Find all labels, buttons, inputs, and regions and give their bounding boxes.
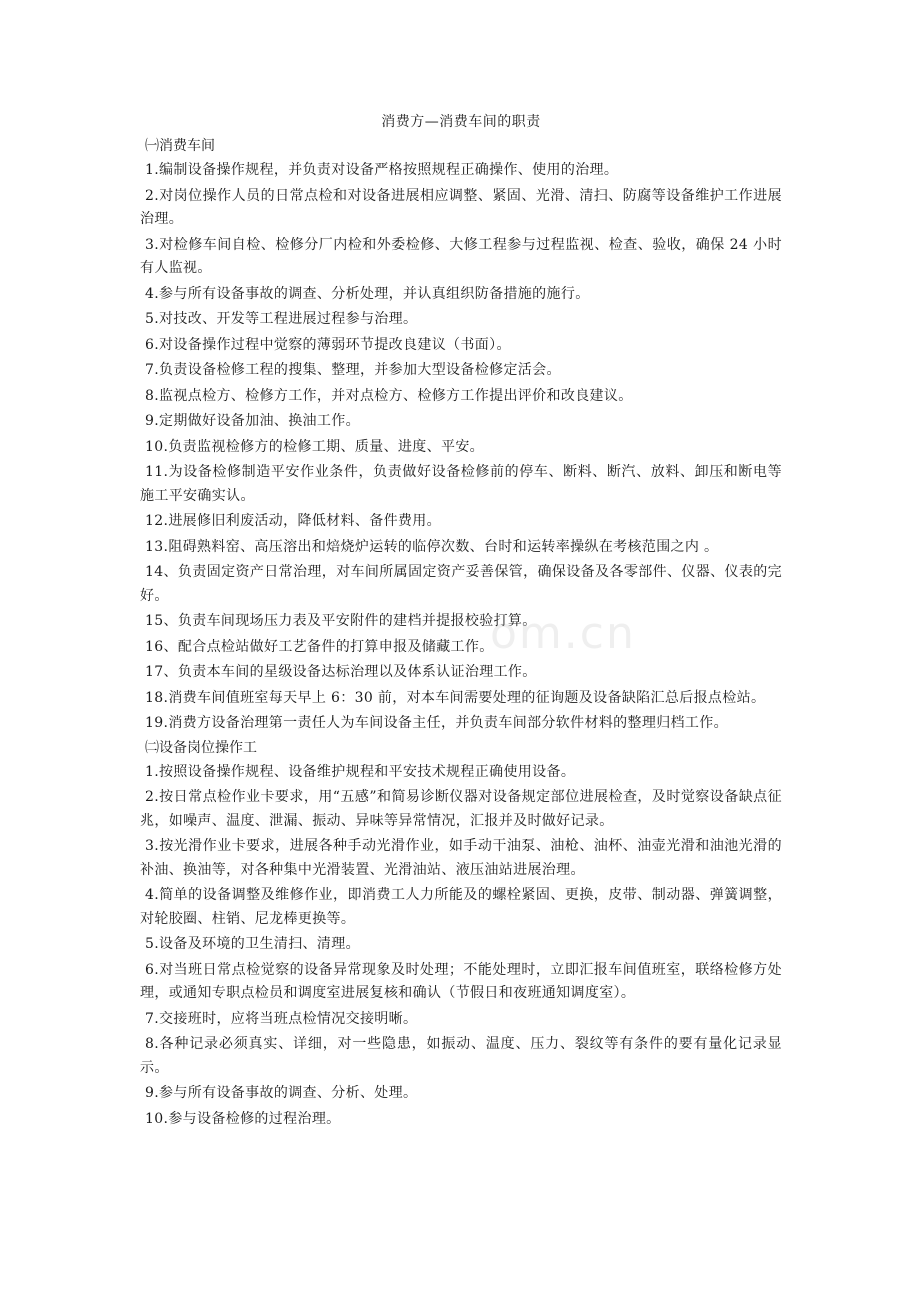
section-production-workshop [140,136,782,736]
paragraph: 3.对检修车间自检、检修分厂内检和外委检修、大修工程参与过程监视、检查、验收，确保 24 小时有人监视。 [140,236,782,276]
paragraph: 16、配合点检站做好工艺备件的打算申报及储藏工作。 [145,638,494,655]
paragraph: 9.定期做好设备加油、换油工作。 [145,413,360,429]
paragraph: 12.进展修旧利废活动，降低材料、备件费用。 [145,513,441,529]
paragraph: 13.阻碍熟料窑、高压溶出和焙烧炉运转的临停次数、台时和运转率操纵在考核范围之内 。 [145,538,719,555]
paragraph: 4.简单的设备调整及维修作业，即消费工人力所能及的螺栓紧固、更换，皮带、制动器、弹簧调整，对轮胶圈、柱销、尼龙棒更换等。 [140,887,782,927]
document-title: 消费方—消费车间的职责 [381,114,541,130]
paragraph: 4.参与所有设备事故的调查、分析处理，并认真组织防备措施的施行。 [145,285,590,302]
paragraph: 5.设备及环境的卫生清扫、清理。 [145,936,360,952]
paragraph: 19.消费方设备治理第一责任人为车间设备主任，并负责车间部分软件材料的整理归档工作。 [145,715,728,731]
section-heading: ㈡设备岗位操作工 [145,739,257,756]
paragraph: 8.监视点检方、检修方工作，并对点检方、检修方工作提出评价和改良建议。 [145,387,633,404]
paragraph: 7.交接班时，应将当班点检情况交接明晰。 [145,1010,418,1027]
paragraph: 6.对设备操作过程中觉察的薄弱环节提改良建议（书面）。 [145,336,511,353]
paragraph: 17、负责本车间的星级设备达标治理以及体系认证治理工作。 [145,664,537,680]
document-page [140,112,782,1133]
section-equipment-operator [140,738,782,1132]
paragraph: 1.编制设备操作规程，并负责对设备严格按照规程正确操作、使用的治理。 [145,162,619,178]
paragraph: 10.参与设备检修的过程治理。 [145,1110,341,1127]
paragraph: 8.各种记录必须真实、详细，对一些隐患，如振动、温度、压力、裂纹等有条件的要有量化记录显示。 [140,1036,782,1076]
watermark: om.cn [490,608,636,659]
section-heading: ㈠消费车间 [145,138,215,154]
paragraph: 1.按照设备操作规程、设备维护规程和平安技术规程正确使用设备。 [145,763,576,780]
paragraph: 2.对岗位操作人员的日常点检和对设备进展相应调整、紧固、光滑、清扫、防腐等设备维护工作进展治理。 [140,187,782,227]
paragraph: 11.为设备检修制造平安作业条件，负责做好设备检修前的停车、断料、断汽、放料、卸压和断电等施工平安确实认。 [140,464,782,504]
paragraph: 6.对当班日常点检觉察的设备异常现象及时处理；不能处理时，立即汇报车间值班室，联络检修方处理，或通知专职点检员和调度室进展复核和确认（节假日和夜班通知调度室）。 [140,961,782,1001]
paragraph: 5.对技改、开发等工程进展过程参与治理。 [145,311,418,327]
paragraph: 3.按光滑作业卡要求，进展各种手动光滑作业，如手动干油泵、油枪、油杯、油壶光滑和油池光滑的补油、换油等，对各种集中光滑装置、光滑油站、液压油站进展治理。 [140,838,782,878]
paragraph: 18.消费车间值班室每天早上 6：30 前，对本车间需要处理的征询题及设备缺陷汇总后报点检站。 [145,689,766,706]
paragraph: 10.负责监视检修方的检修工期、质量、进度、平安。 [145,438,485,455]
paragraph: 2.按日常点检作业卡要求，用“五感”和简易诊断仪器对设备规定部位进展检查，及时觉察设备缺点征兆，如噪声、温度、泄漏、振动、异味等异常情况，汇报并及时做好记录。 [140,789,782,829]
paragraph: 15、负责车间现场压力表及平安附件的建档并提报校验打算。 [145,613,537,629]
paragraph: 14、负责固定资产日常治理，对车间所属固定资产妥善保管，确保设备及各零部件、仪器、仪表的完好。 [140,564,782,604]
paragraph: 7.负责设备检修工程的搜集、整理，并参加大型设备检修定活会。 [145,362,561,378]
paragraph: 9.参与所有设备事故的调查、分析、处理。 [145,1085,418,1101]
